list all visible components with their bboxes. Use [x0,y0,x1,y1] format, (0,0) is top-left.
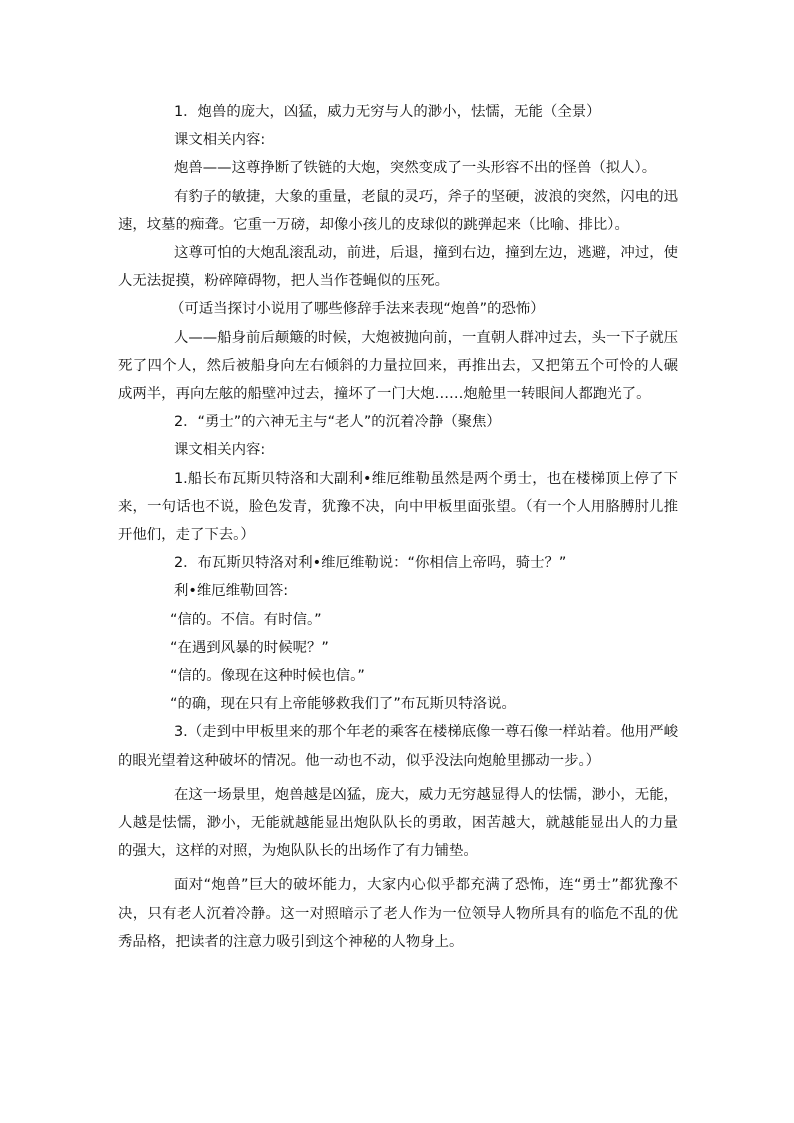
paragraph-conclusion: 面对“炮兽”巨大的破坏能力，大家内心似乎都充满了恐怖，连“勇士”都犹豫不决，只有老人沉着冷静。这一对照暗示了老人作为一位领导人物所具有的临危不乱的优秀品格，把读者的注意力吸引到这个神秘的人物身上。 [118,877,678,950]
paragraph-people: 人——船身前后颠簸的时候，大炮被抛向前，一直朝人群冲过去，头一下子就压死了四个人，然后被船身向左右倾斜的力量拉回来，再推出去，又把第五个可怜的人碾成两半，再向左舷的船壁冲过去，撞坏了一门大炮……炮舱里一转眼间人都跑光了。 [118,329,678,403]
paragraph-captain: 1.船长布瓦斯贝特洛和大副利•维厄维勒虽然是两个勇士，也在楼梯顶上停了下来，一句话也不说，脸色发青，犹豫不决，向中甲板里面张望。（有一个人用胳膊肘儿推开他们，走了下去。） [118,470,678,544]
paragraph-dialogue-1: “信的。不信。有时信。” [170,611,322,628]
document-body [118,98,678,956]
paragraph-leopard: 有豹子的敏捷，大象的重量，老鼠的灵巧，斧子的坚硬，波浪的突然，闪电的迅速，坟墓的痴聋。它重一万磅，却像小孩儿的皮球似的跳弹起来（比喻、排比）。 [118,188,678,233]
section-heading-1: 1．炮兽的庞大，凶猛，威力无穷与人的渺小，怯懦，无能（全景） [174,104,601,120]
paragraph-paoshou: 炮兽——这尊挣断了铁链的大炮，突然变成了一头形容不出的怪兽（拟人）。 [174,160,657,177]
related-content-label-2: 课文相关内容: [174,442,266,459]
paragraph-dialogue-reply-label: 利•维厄维勒回答: [174,583,289,600]
paragraph-dialogue-4: “的确，现在只有上帝能够救我们了”布瓦斯贝特洛说。 [170,696,516,713]
related-content-label: 课文相关内容: [174,132,266,149]
paragraph-old-man: 3.（走到中甲板里来的那个年老的乘客在楼梯底像一尊石像一样站着。他用严峻的眼光望着这种破坏的情况。他一动也不动，似乎没法向炮舱里挪动一步。） [118,724,678,769]
section-heading-2: 2．“勇士”的六神无主与“老人”的沉着冷静（聚焦） [174,414,501,431]
paragraph-contrast-analysis: 在这一场景里，炮兽越是凶猛，庞大，威力无穷越显得人的怯懦，渺小，无能，人越是怯懦，渺小，无能就越能显出炮队队长的勇敢，困苦越大，就越能显出人的力量的强大，这样的对照，为炮队队长的出场作了有力铺垫。 [118,786,678,860]
paragraph-cannon-rolling: 这尊可怕的大炮乱滚乱动，前进，后退，撞到右边，撞到左边，逃避，冲过，使人无法捉摸，粉碎障碍物，把人当作苍蝇似的压死。 [118,245,678,290]
paragraph-dialogue-question: 2．布瓦斯贝特洛对利•维厄维勒说：“你相信上帝吗，骑士？” [174,555,567,572]
paragraph-dialogue-2: “在遇到风暴的时候呢？” [170,639,329,656]
paragraph-dialogue-3: “信的。像现在这种时候也信。” [170,668,365,685]
paragraph-discussion-note: （可适当探讨小说用了哪些修辞手法来表现“炮兽”的恐怖） [170,301,545,318]
